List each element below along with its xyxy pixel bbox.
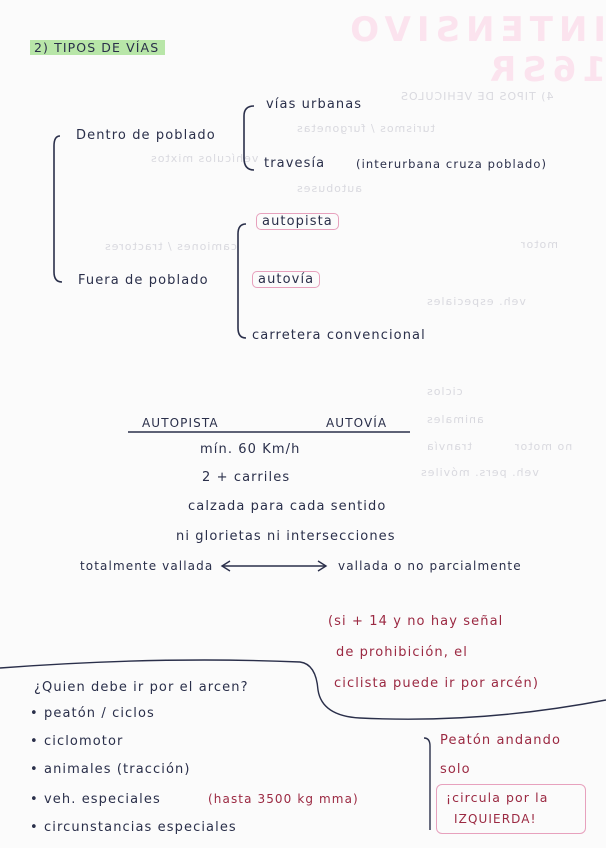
fuera-bracket [238,224,246,338]
ghost-line: no motor [514,440,573,453]
fuera-item [252,272,320,287]
ghost-line: veh. especiales [426,295,526,308]
pedestrian-bracket [424,738,430,830]
list-item: • circunstancias especiales [30,820,237,835]
cyclist-note-line: de prohibición, el [336,645,468,660]
ghost-line: motor [520,238,559,251]
left-note-line: IZQUIERDA! [454,812,537,826]
bullet-icon: • [30,792,39,807]
comparison-row: calzada para cada sentido [188,499,387,514]
arcen-question: ¿Quien debe ir por el arcen? [34,680,249,695]
ghost-line: animales [426,413,484,426]
col-left-header: AUTOPISTA [142,416,219,430]
bullet-icon: • [30,762,39,777]
main-bracket [54,136,62,282]
ghost-line: ciclos [426,385,463,398]
ghost-line: vehículos mixtos [150,152,259,165]
ghost-line: 4) TIPOS DE VEHICULOS [400,90,554,103]
ghost-line: autobuses [296,182,362,195]
fuera-item [256,214,339,229]
section-heading [30,40,165,55]
ghost-line: tranvía [426,440,472,453]
autopista-box: autopista [256,213,339,230]
bullet-icon: • [30,820,39,835]
dentro-item: travesía [264,156,326,171]
list-item: • animales (tracción) [30,762,191,777]
list-item: • ciclomotor [30,734,124,749]
fuera-item: carretera convencional [252,328,426,343]
right-fence: vallada o no parcialmente [338,559,522,573]
dentro-bracket [244,106,254,170]
fuera-label: Fuera de poblado [78,273,209,288]
heading-highlight: 2) TIPOS DE VÍAS [30,40,165,55]
ghost-line: veh. pers. móviles [420,466,539,479]
comparison-row: mín. 60 Km/h [200,442,301,457]
dentro-note: (interurbana cruza poblado) [356,157,548,171]
ghost-title: INTENSIVO 16SR [344,10,606,90]
special-note: (hasta 3500 kg mma) [208,792,359,806]
bullet-icon: • [30,706,39,721]
comparison-row: 2 + carriles [202,470,291,485]
ghost-line: camiones / tractores [104,240,237,253]
cyclist-note-line: (si + 14 y no hay señal [328,614,504,629]
pedestrian-note: solo [440,762,471,777]
cyclist-note-line: ciclista puede ir por arcén) [334,676,540,691]
list-item: • veh. especiales [30,792,161,807]
ghost-line: turismos / furgonetas [296,122,435,135]
left-note-line: ¡circula por la [446,790,549,805]
left-fence: totalmente vallada [80,559,214,573]
dentro-label: Dentro de poblado [76,128,216,143]
list-item: • peatón / ciclos [30,706,155,721]
dentro-item: vías urbanas [266,97,363,112]
autovia-box: autovía [252,271,320,288]
col-right-header: AUTOVÍA [326,416,388,430]
pedestrian-note: Peatón andando [440,733,562,748]
bullet-icon: • [30,734,39,749]
comparison-row: ni glorietas ni intersecciones [176,529,396,544]
